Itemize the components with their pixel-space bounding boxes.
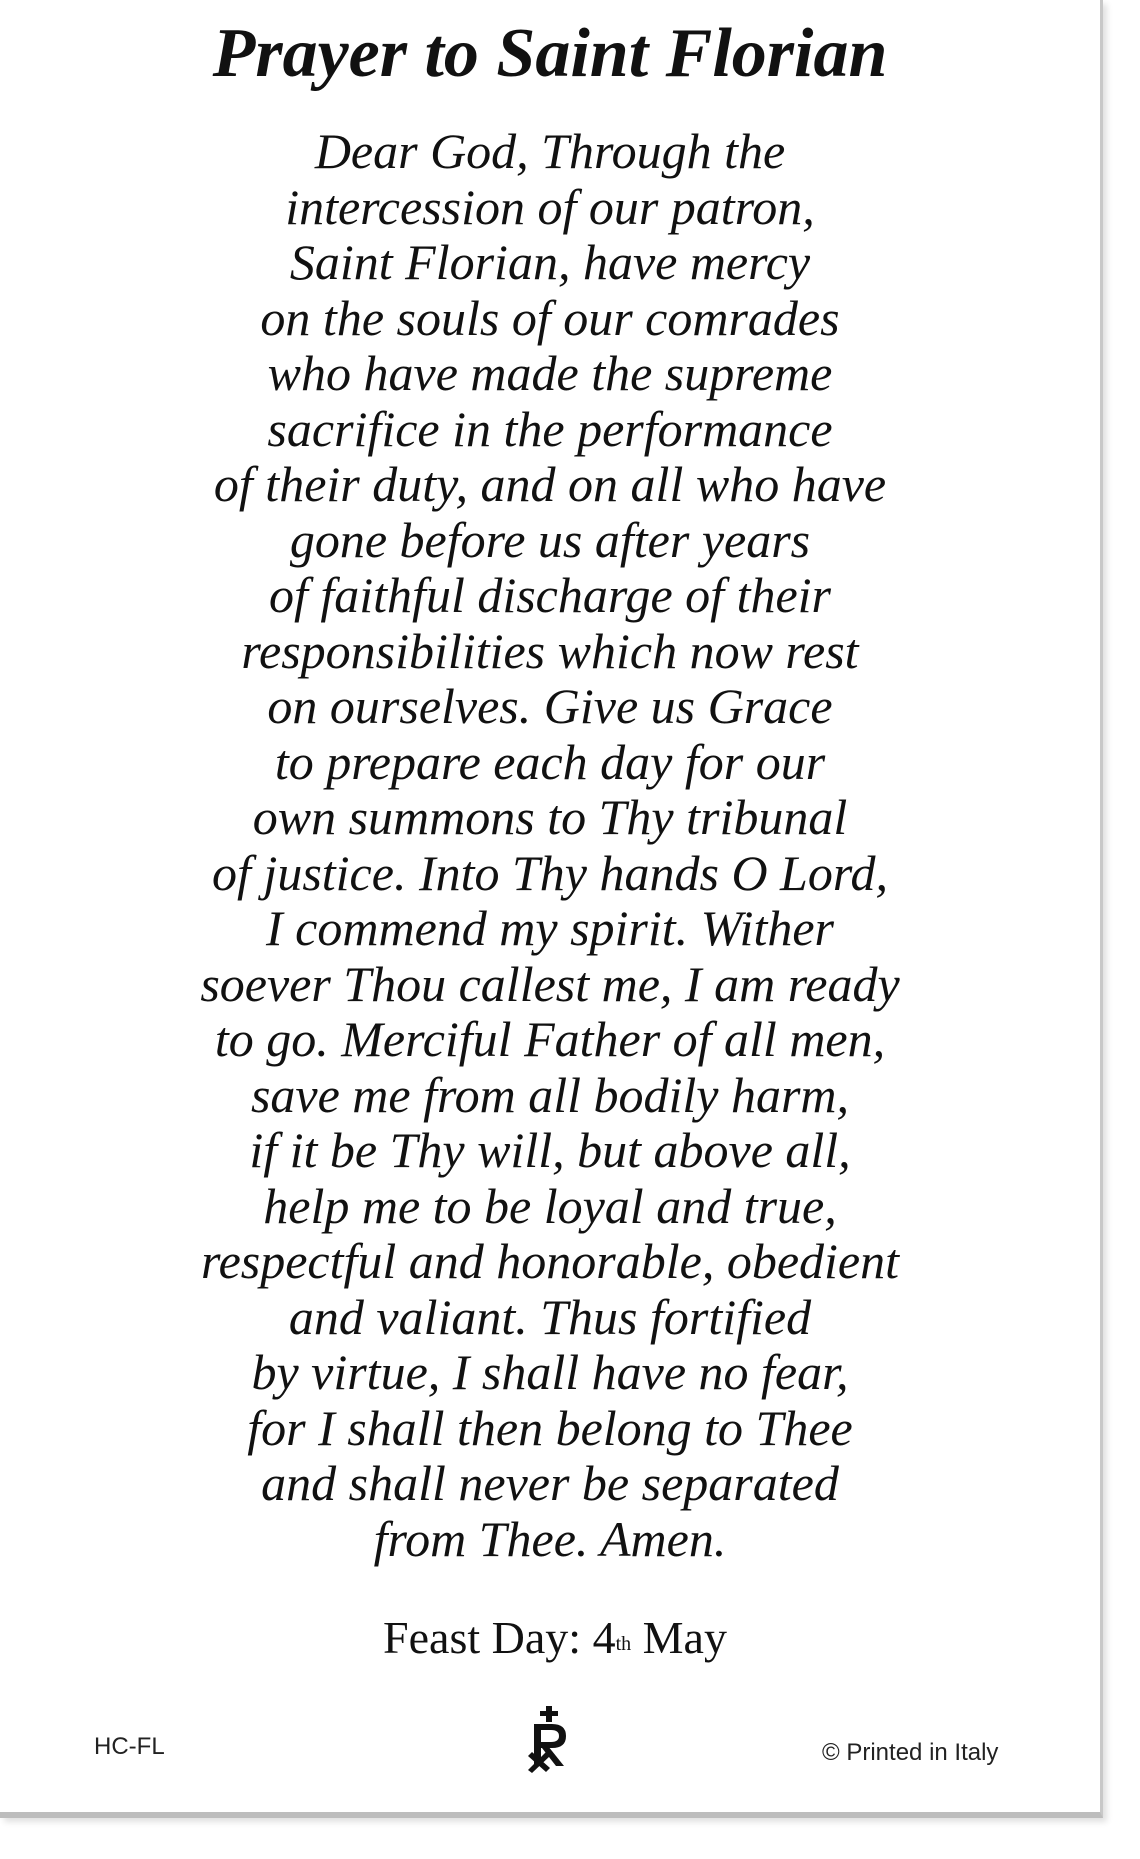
prayer-line: and valiant. Thus fortified (288, 1288, 812, 1345)
printed-in-italy: © Printed in Italy (822, 1739, 999, 1766)
prayer-line: soever Thou callest me, I am ready (200, 955, 900, 1012)
prayer-title: Prayer to Saint Florian (212, 15, 888, 92)
prayer-line: Saint Florian, have mercy (289, 234, 811, 290)
prayer-line: save me from all bodily harm, (250, 1066, 850, 1123)
prayer-line: respectful and honorable, obedient (200, 1233, 900, 1289)
feast-day-month: May (631, 1612, 727, 1663)
prayer-line: gone before us after years (289, 511, 811, 568)
feast-day (0, 1608, 1110, 1668)
prayer-line: who have made the supreme (267, 345, 833, 401)
prayer-line: responsibilities which now rest (241, 622, 859, 679)
prayer-line: on ourselves. Give us Grace (267, 678, 833, 734)
prayer-line: by virtue, I shall have no fear, (251, 1344, 849, 1400)
prayer-line: and shall never be separated (261, 1455, 839, 1511)
feast-day-prefix: Feast Day: 4 (383, 1612, 616, 1663)
product-code: HC-FL (94, 1733, 165, 1760)
cross-monogram-icon (526, 1706, 574, 1774)
prayer-line: sacrifice in the performance (267, 400, 833, 457)
prayer-line: intercession of our patron, (285, 178, 815, 235)
prayer-text (0, 124, 1100, 1567)
prayer-line: to go. Merciful Father of all men, (214, 1011, 886, 1067)
prayer-line: on the souls of our comrades (260, 289, 840, 346)
prayer-line: of justice. Into Thy hands O Lord, (212, 844, 888, 901)
feast-day-ordinal: th (615, 1633, 632, 1655)
prayer-line: Dear God, Through the (314, 123, 786, 179)
prayer-line: of their duty, and on all who have (213, 456, 887, 512)
prayer-line: for I shall then belong to Thee (247, 1399, 853, 1456)
prayer-line: if it be Thy will, but above all, (249, 1122, 851, 1178)
prayer-line: from Thee. Amen. (373, 1510, 727, 1567)
prayer-line: help me to be loyal and true, (263, 1177, 837, 1234)
prayer-line: to prepare each day for our (274, 733, 826, 790)
prayer-line: I commend my spirit. Wither (266, 900, 834, 956)
prayer-line: of faithful discharge of their (268, 567, 831, 623)
prayer-line: own summons to Thy tribunal (252, 789, 848, 845)
